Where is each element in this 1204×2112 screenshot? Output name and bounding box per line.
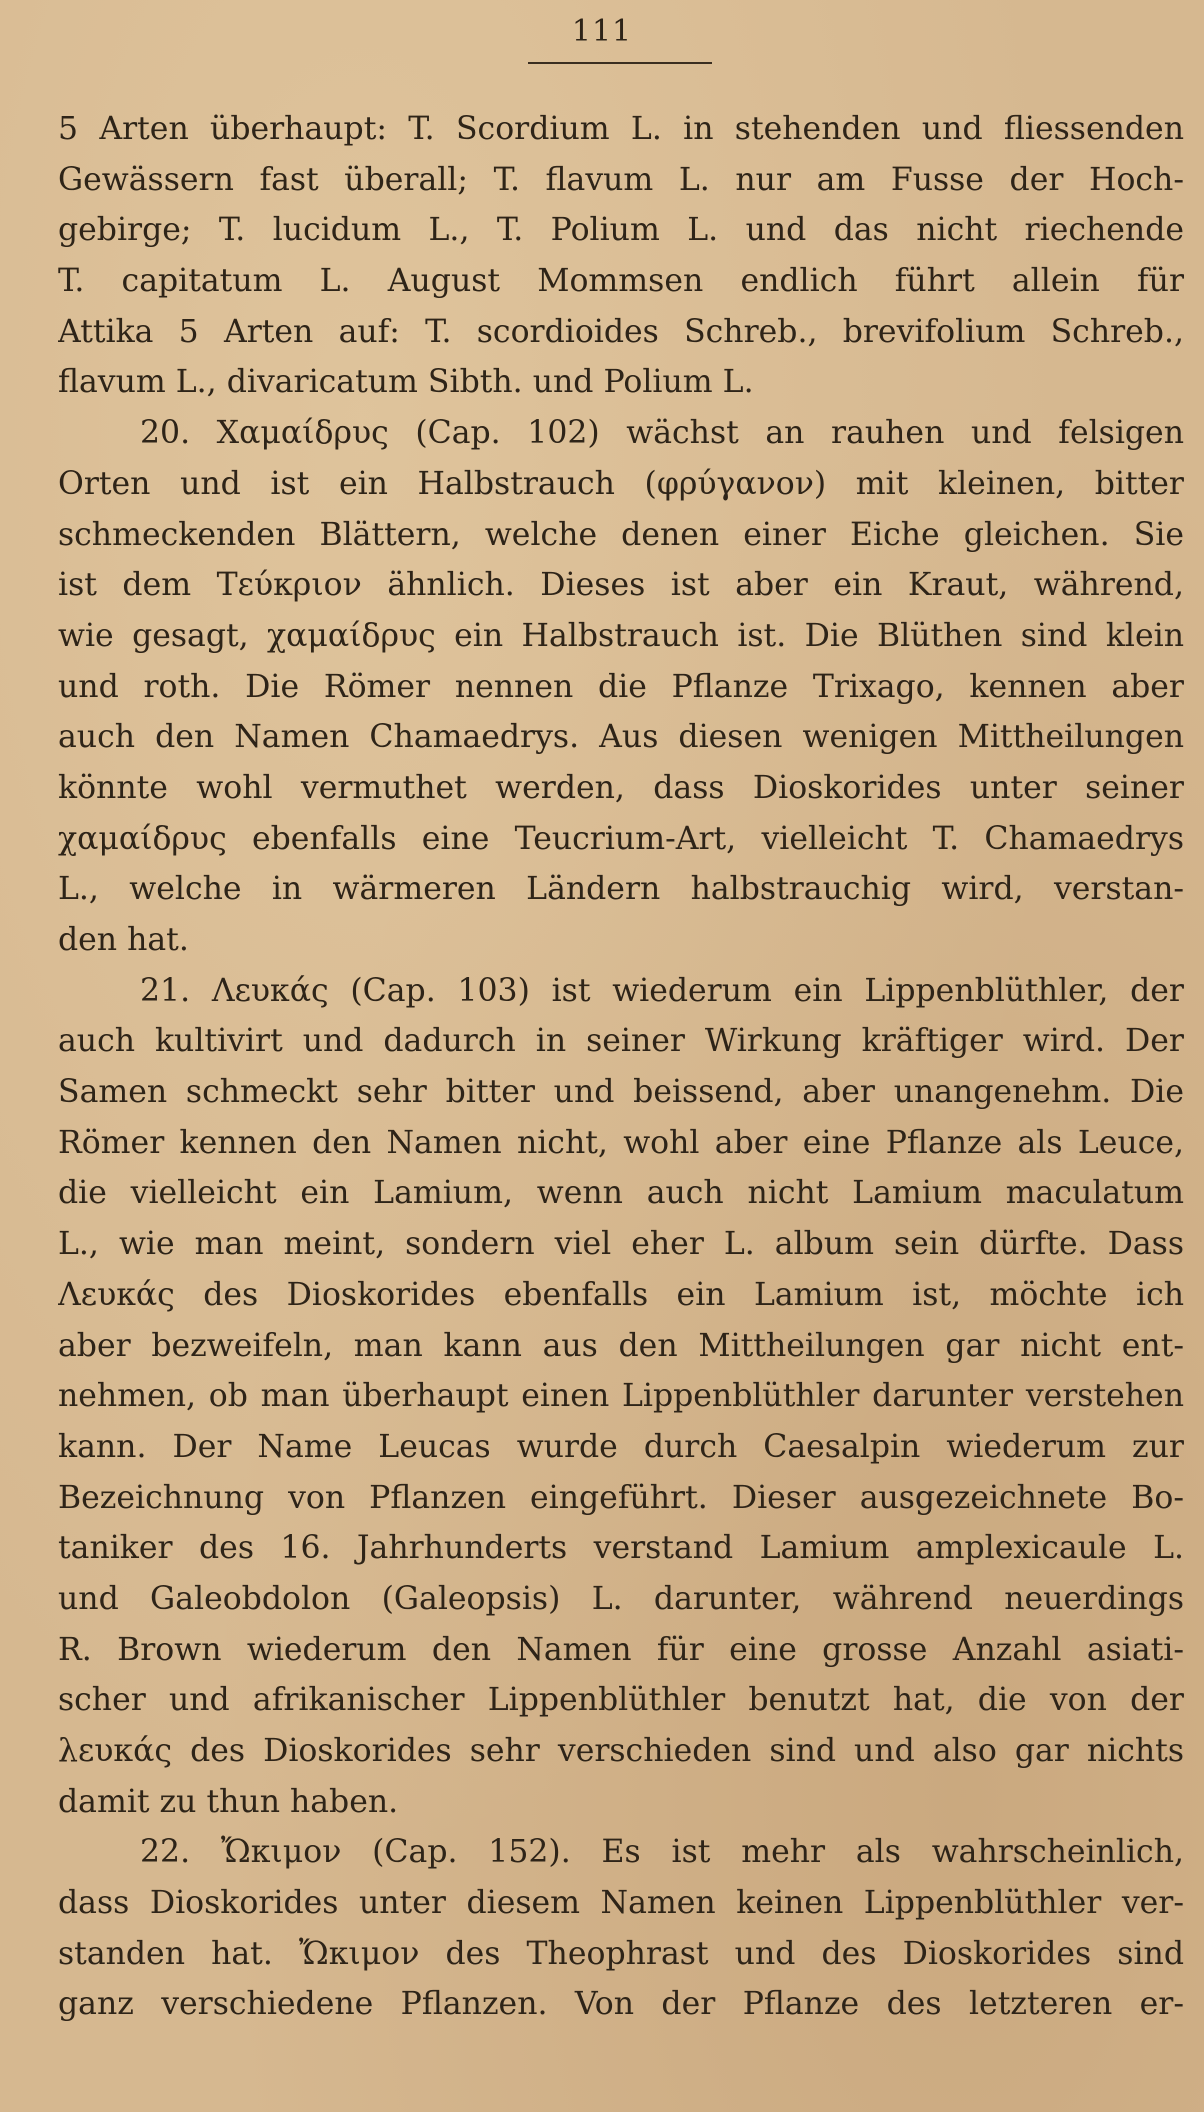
- text-line: Samen schmeckt sehr bitter und beissend, aber unangenehm. Die: [58, 1074, 1184, 1111]
- text-line: kann. Der Name Leucas wurde durch Caesalpin wiederum zur: [58, 1428, 1184, 1465]
- body-text: [58, 104, 1184, 2030]
- text-line: L., welche in wärmeren Ländern halbstrauchig wird, verstan-: [58, 871, 1184, 908]
- text-line: Λευκάς des Dioskorides ebenfalls ein Lamium ist, möchte ich: [58, 1276, 1184, 1313]
- text-line: Orten und ist ein Halbstrauch (φρύγανον) mit kleinen, bitter: [58, 465, 1184, 502]
- text-line: aber bezweifeln, man kann aus den Mittheilungen gar nicht ent-: [58, 1327, 1184, 1364]
- text-line: auch kultivirt und dadurch in seiner Wirkung kräftiger wird. Der: [58, 1023, 1184, 1060]
- paragraph-22-start: 22. Ὤκιμον (Cap. 152). Es ist mehr als wahrscheinlich,: [140, 1834, 1184, 1871]
- text-line: 5 Arten überhaupt: T. Scordium L. in stehenden und fliessenden: [58, 111, 1184, 147]
- text-line: wie gesagt, χαμαίδρυς ein Halbstrauch ist. Die Blüthen sind klein: [58, 617, 1184, 654]
- text-line: Römer kennen den Namen nicht, wohl aber eine Pflanze als Leuce,: [58, 1124, 1184, 1161]
- text-line: den hat.: [58, 922, 189, 958]
- text-line: χαμαίδρυς ebenfalls eine Teucrium-Art, vielleicht T. Chamaedrys: [58, 820, 1184, 857]
- text-line: nehmen, ob man überhaupt einen Lippenblüthler darunter verstehen: [58, 1378, 1184, 1415]
- text-line: R. Brown wiederum den Namen für eine grosse Anzahl asiati-: [58, 1631, 1184, 1668]
- text-line: auch den Namen Chamaedrys. Aus diesen wenigen Mittheilungen: [58, 719, 1184, 756]
- text-line: L., wie man meint, sondern viel eher L. album sein dürfte. Dass: [58, 1226, 1184, 1263]
- text-line: standen hat. Ὤκιμον des Theophrast und des Dioskorides sind: [58, 1935, 1184, 1972]
- text-line: die vielleicht ein Lamium, wenn auch nicht Lamium maculatum: [58, 1175, 1184, 1212]
- text-line: ist dem Τεύκριον ähnlich. Dieses ist aber ein Kraut, während,: [58, 567, 1184, 604]
- text-line: ganz verschiedene Pflanzen. Von der Pflanze des letzteren er-: [58, 1986, 1184, 2023]
- text-line: schmeckenden Blättern, welche denen einer Eiche gleichen. Sie: [58, 516, 1184, 553]
- paragraph-21-start: 21. Λευκάς (Cap. 103) ist wiederum ein Lippenblüthler, der: [140, 972, 1184, 1009]
- paragraph-20-start: 20. Χαμαίδρυς (Cap. 102) wächst an rauhen und felsigen: [140, 415, 1184, 452]
- text-line: gebirge; T. lucidum L., T. Polium L. und das nicht riechende: [58, 212, 1184, 249]
- text-line: scher und afrikanischer Lippenblüthler benutzt hat, die von der: [58, 1682, 1184, 1719]
- text-line: und roth. Die Römer nennen die Pflanze Trixago, kennen aber: [58, 668, 1184, 705]
- text-line: Gewässern fast überall; T. flavum L. nur am Fusse der Hoch-: [58, 161, 1184, 198]
- text-line: könnte wohl vermuthet werden, dass Dioskorides unter seiner: [58, 769, 1184, 806]
- header-rule: [528, 62, 712, 64]
- text-line: flavum L., divaricatum Sibth. und Polium L.: [58, 364, 754, 401]
- text-line: damit zu thun haben.: [58, 1783, 399, 1820]
- text-line: Attika 5 Arten auf: T. scordioides Schreb., brevifolium Schreb.,: [58, 313, 1184, 350]
- text-line: λευκάς des Dioskorides sehr verschieden sind und also gar nichts: [58, 1733, 1184, 1769]
- text-line: T. capitatum L. August Mommsen endlich führt allein für: [58, 263, 1184, 300]
- text-line: dass Dioskorides unter diesem Namen keinen Lippenblüthler ver-: [58, 1885, 1184, 1922]
- text-line: Bezeichnung von Pflanzen eingeführt. Dieser ausgezeichnete Bo-: [58, 1479, 1184, 1516]
- text-line: und Galeobdolon (Galeopsis) L. darunter, während neuerdings: [58, 1580, 1184, 1617]
- page-number: 111: [571, 14, 633, 49]
- text-line: taniker des 16. Jahrhunderts verstand Lamium amplexicaule L.: [58, 1530, 1184, 1567]
